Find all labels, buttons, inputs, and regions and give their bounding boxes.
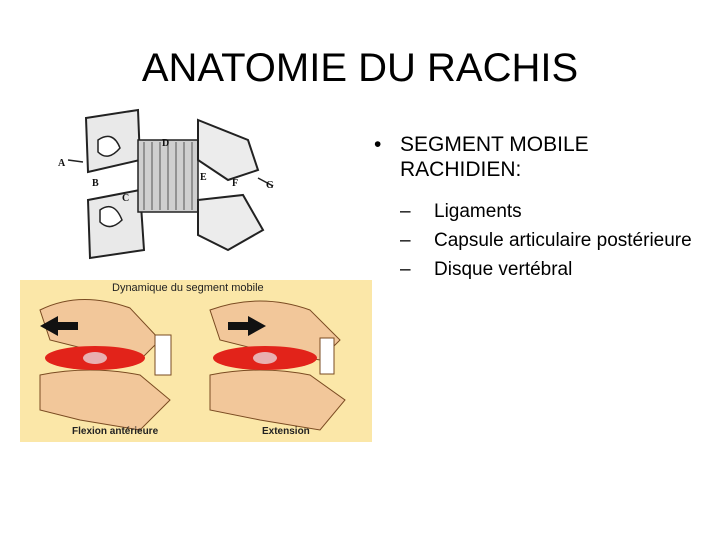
sub-bullet-list	[400, 200, 708, 281]
slide-title: ANATOMIE DU RACHIS	[141, 46, 579, 90]
sub-item-capsule: – Capsule articulaire postérieure	[400, 229, 708, 252]
label-e: E	[200, 172, 207, 183]
figure-title: Dynamique du segment mobile	[112, 282, 264, 294]
sub-item-ligaments: – Ligaments	[400, 200, 708, 223]
sub-item-disque: – Disque vertébral	[400, 258, 708, 281]
bullet-text: SEGMENT MOBILE RACHIDIEN:	[400, 133, 589, 181]
label-g: G	[266, 180, 274, 191]
bullet-segment-mobile	[368, 132, 708, 281]
label-c: C	[122, 193, 130, 204]
label-b: B	[92, 178, 99, 189]
label-a: A	[58, 158, 66, 169]
caption-flexion: Flexion antérieure	[72, 426, 159, 437]
caption-extension: Extension	[262, 426, 310, 437]
bullet-list	[368, 132, 708, 287]
label-d: D	[162, 138, 170, 149]
label-f: F	[232, 178, 239, 189]
segment-dynamics-illustration	[20, 280, 372, 442]
